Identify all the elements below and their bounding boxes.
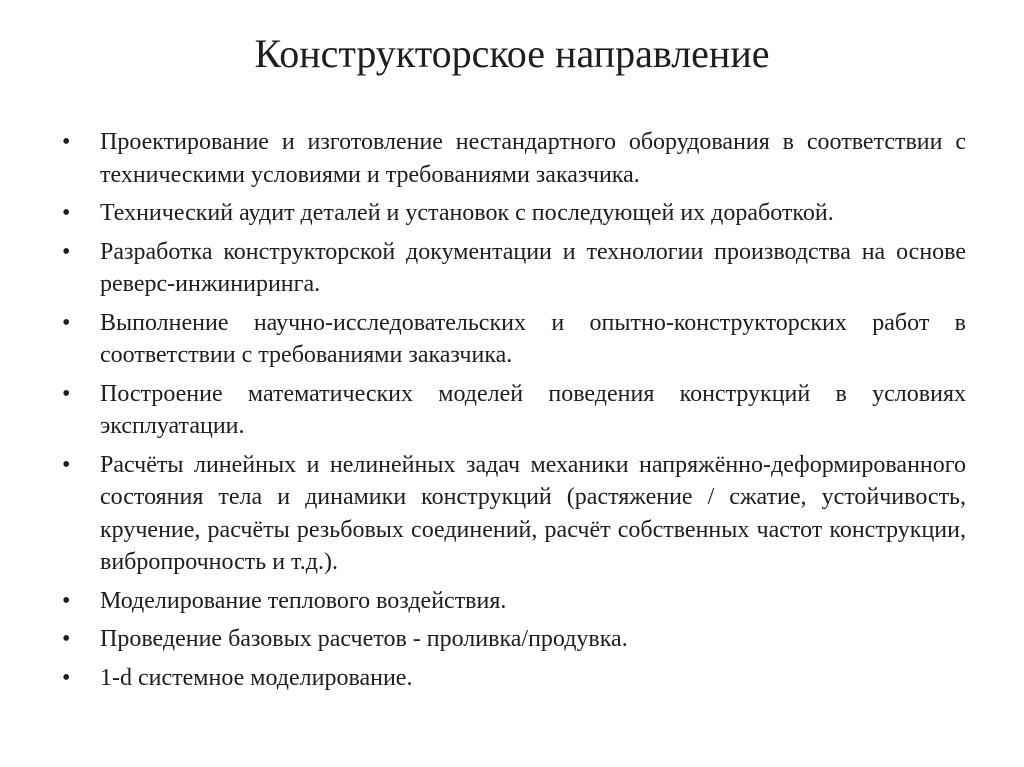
bullet-icon: •: [62, 238, 71, 265]
bullet-icon: •: [62, 380, 71, 407]
bullet-text: Разработка конструкторской документации и технологии производства на основе реверс-инжиниринга.: [100, 238, 966, 297]
bullet-text: Моделирование теплового воздействия.: [100, 587, 507, 614]
bullet-item: [62, 623, 966, 656]
bullet-text: Построение математических моделей поведения конструкций в условиях эксплуатации.: [100, 380, 966, 439]
bullet-item: [62, 378, 966, 443]
bullet-text: Проведение базовых расчетов - проливка/продувка.: [100, 626, 628, 652]
bullet-item: [62, 449, 966, 579]
bullet-item: [62, 307, 966, 372]
bullet-item: [62, 126, 966, 191]
bullet-item: [62, 197, 966, 230]
bullet-text: Расчёты линейных и нелинейных задач механики напряжённо-деформированного состояния тела и динамики конструкций (растяжение / сжатие, устойчивость, кручение, расчёты резьбовых соединений, расчёт собственных частот конструкции, вибропрочность и т.д.).: [100, 451, 966, 575]
bullet-icon: •: [62, 626, 71, 652]
bullet-icon: •: [62, 309, 71, 336]
bullet-text: 1-d системное моделирование.: [100, 664, 413, 691]
bullet-text: Технический аудит деталей и установок с последующей их доработкой.: [100, 200, 834, 226]
bullet-list: [62, 126, 966, 700]
bullet-item: [62, 585, 966, 618]
bullet-item: [62, 662, 966, 695]
bullet-icon: •: [62, 200, 71, 226]
bullet-icon: •: [62, 129, 71, 155]
bullet-icon: •: [62, 664, 71, 691]
bullet-text: Выполнение научно-исследовательских и опытно-конструкторских работ в соответствии с требованиями заказчика.: [100, 309, 966, 368]
bullet-text: Проектирование и изготовление нестандартного оборудования в соответствии с техническими условиями и требованиями заказчика.: [100, 129, 966, 188]
slide-title: Конструкторское направление: [254, 31, 770, 76]
bullet-icon: •: [62, 451, 71, 478]
bullet-icon: •: [62, 587, 71, 614]
bullet-item: [62, 236, 966, 301]
